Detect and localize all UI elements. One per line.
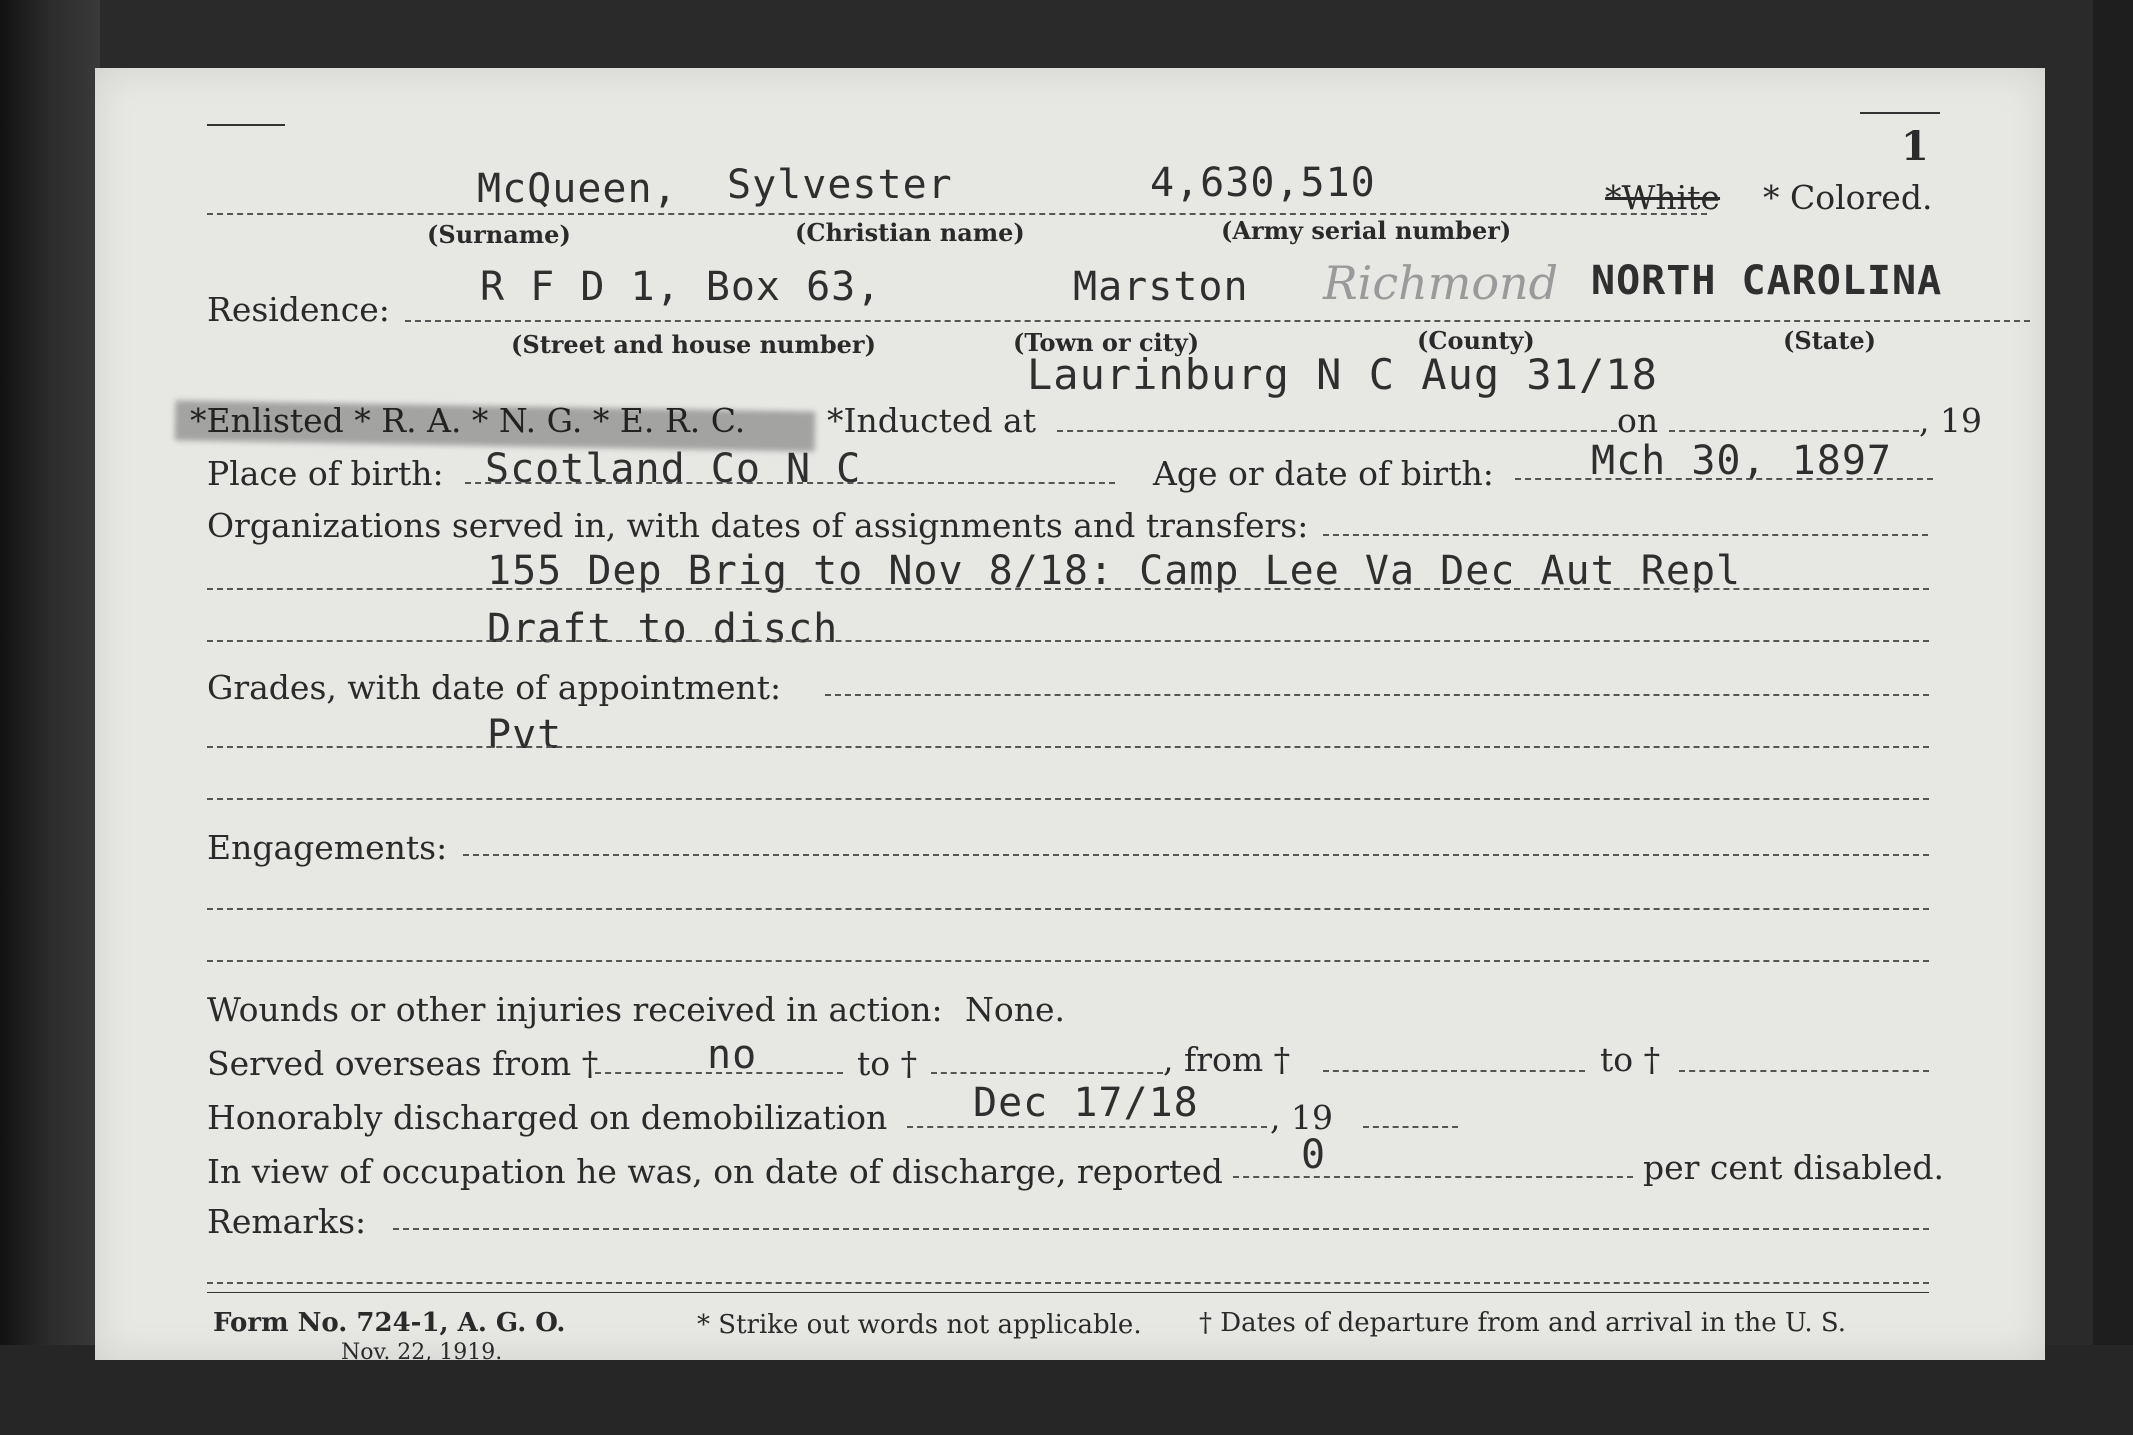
caption-christian-name: (Christian name) [795,218,1025,247]
organizations-value-line1: 155 Dep Brig to Nov 8/18: Camp Lee Va Dec Aut Repl [487,548,1742,594]
caption-county: (County) [1417,326,1535,355]
overseas-from2-line [1323,1070,1585,1072]
footnote-strike-out: * Strike out words not applicable. [697,1310,1142,1340]
place-of-birth-value: Scotland Co N C [485,446,862,492]
service-record-card [95,68,2045,1365]
form-number: Form No. 724-1, A. G. O. [213,1308,566,1338]
organizations-value-line2: Draft to disch [487,606,839,652]
organizations-line-0 [1323,534,1928,536]
form-date: Nov. 22, 1919. [341,1340,503,1365]
grades-line-0 [825,694,1929,696]
engagements-line-1 [207,908,1929,910]
date-of-birth-value: Mch 30, 1897 [1591,438,1892,484]
overseas-to2-line [1679,1070,1929,1072]
grades-label: Grades, with date of appointment: [207,668,782,707]
date-of-birth-line [1515,478,1933,480]
wounds-value: None. [965,990,1066,1029]
overseas-to-line [931,1072,1163,1074]
inducted-on-label: on [1617,401,1659,440]
inducted-on-line [1669,430,1919,432]
disability-percent-value: 0 [1301,1132,1327,1178]
footer-rule [207,1292,1929,1293]
place-of-birth-line [465,482,1115,484]
served-overseas-from-value: no [707,1032,758,1078]
engagements-label: Engagements: [207,828,448,867]
caption-town: (Town or city) [1013,328,1200,357]
inducted-at-label: *Inducted at [827,401,1036,440]
disability-label: In view of occupation he was, on date of discharge, reported [207,1152,1223,1191]
top-left-rule [207,124,285,126]
disability-line [1233,1176,1633,1178]
residence-line [405,320,2030,322]
race-colored: * Colored. [1763,178,1933,217]
discharged-year-line [1363,1126,1458,1128]
grades-value: Pvt [487,712,563,758]
enlisted-options-struck: *Enlisted * R. A. * N. G. * E. R. C. [190,401,746,440]
remarks-line-0 [393,1228,1929,1230]
discharged-label: Honorably discharged on demobilization [207,1098,888,1137]
caption-surname: (Surname) [427,220,571,249]
residence-state-value: NORTH CAROLINA [1591,258,1943,304]
name-line [207,213,1707,215]
overseas-to2-label: to † [1600,1040,1661,1079]
inducted-year-label: , 19 [1919,401,1982,440]
army-serial-number-value: 4,630,510 [1150,160,1376,206]
overseas-to-label: to † [857,1044,918,1083]
wounds-label: Wounds or other injuries received in action: [207,990,943,1029]
footnote-dates: † Dates of departure from and arrival in the U. S. [1199,1308,1847,1338]
overseas-from2-label: , from † [1163,1040,1291,1079]
residence-label: Residence: [207,290,390,329]
discharged-date-value: Dec 17/18 [973,1080,1199,1126]
caption-state: (State) [1783,326,1877,355]
discharged-year-label: , 19 [1270,1098,1333,1137]
grades-line-2 [207,798,1929,800]
organizations-label: Organizations served in, with dates of assignments and transfers: [207,506,1309,545]
residence-town-value: Marston [1073,264,1249,310]
scan-frame-left [0,0,100,1435]
card-number: 1 [1901,123,1929,170]
caption-serial-number: (Army serial number) [1221,216,1512,245]
scan-frame-right [2093,0,2133,1435]
residence-county-handwritten: Richmond [1323,256,1559,310]
race-white-struck: *White [1605,178,1721,217]
date-of-birth-label: Age or date of birth: [1153,454,1494,493]
christian-name-value: Sylvester [727,162,953,208]
grades-line-1 [207,746,1929,748]
top-right-rule [1860,112,1940,114]
disability-suffix: per cent disabled. [1643,1148,1945,1187]
organizations-line-2 [207,640,1929,642]
served-overseas-label: Served overseas from † [207,1044,599,1083]
engagements-line-2 [207,960,1929,962]
caption-street: (Street and house number) [511,330,876,359]
induction-place-date-stamp: Laurinburg N C Aug 31/18 [1027,350,1658,399]
overseas-from-line [595,1072,843,1074]
organizations-line-1 [207,588,1929,590]
inducted-at-line [1057,430,1617,432]
discharged-line [907,1126,1267,1128]
engagements-line-0 [463,854,1929,856]
place-of-birth-label: Place of birth: [207,454,444,493]
remarks-label: Remarks: [207,1202,367,1241]
surname-value: McQueen, [477,166,678,212]
remarks-line-1 [207,1282,1929,1284]
residence-street-value: R F D 1, Box 63, [480,264,882,310]
